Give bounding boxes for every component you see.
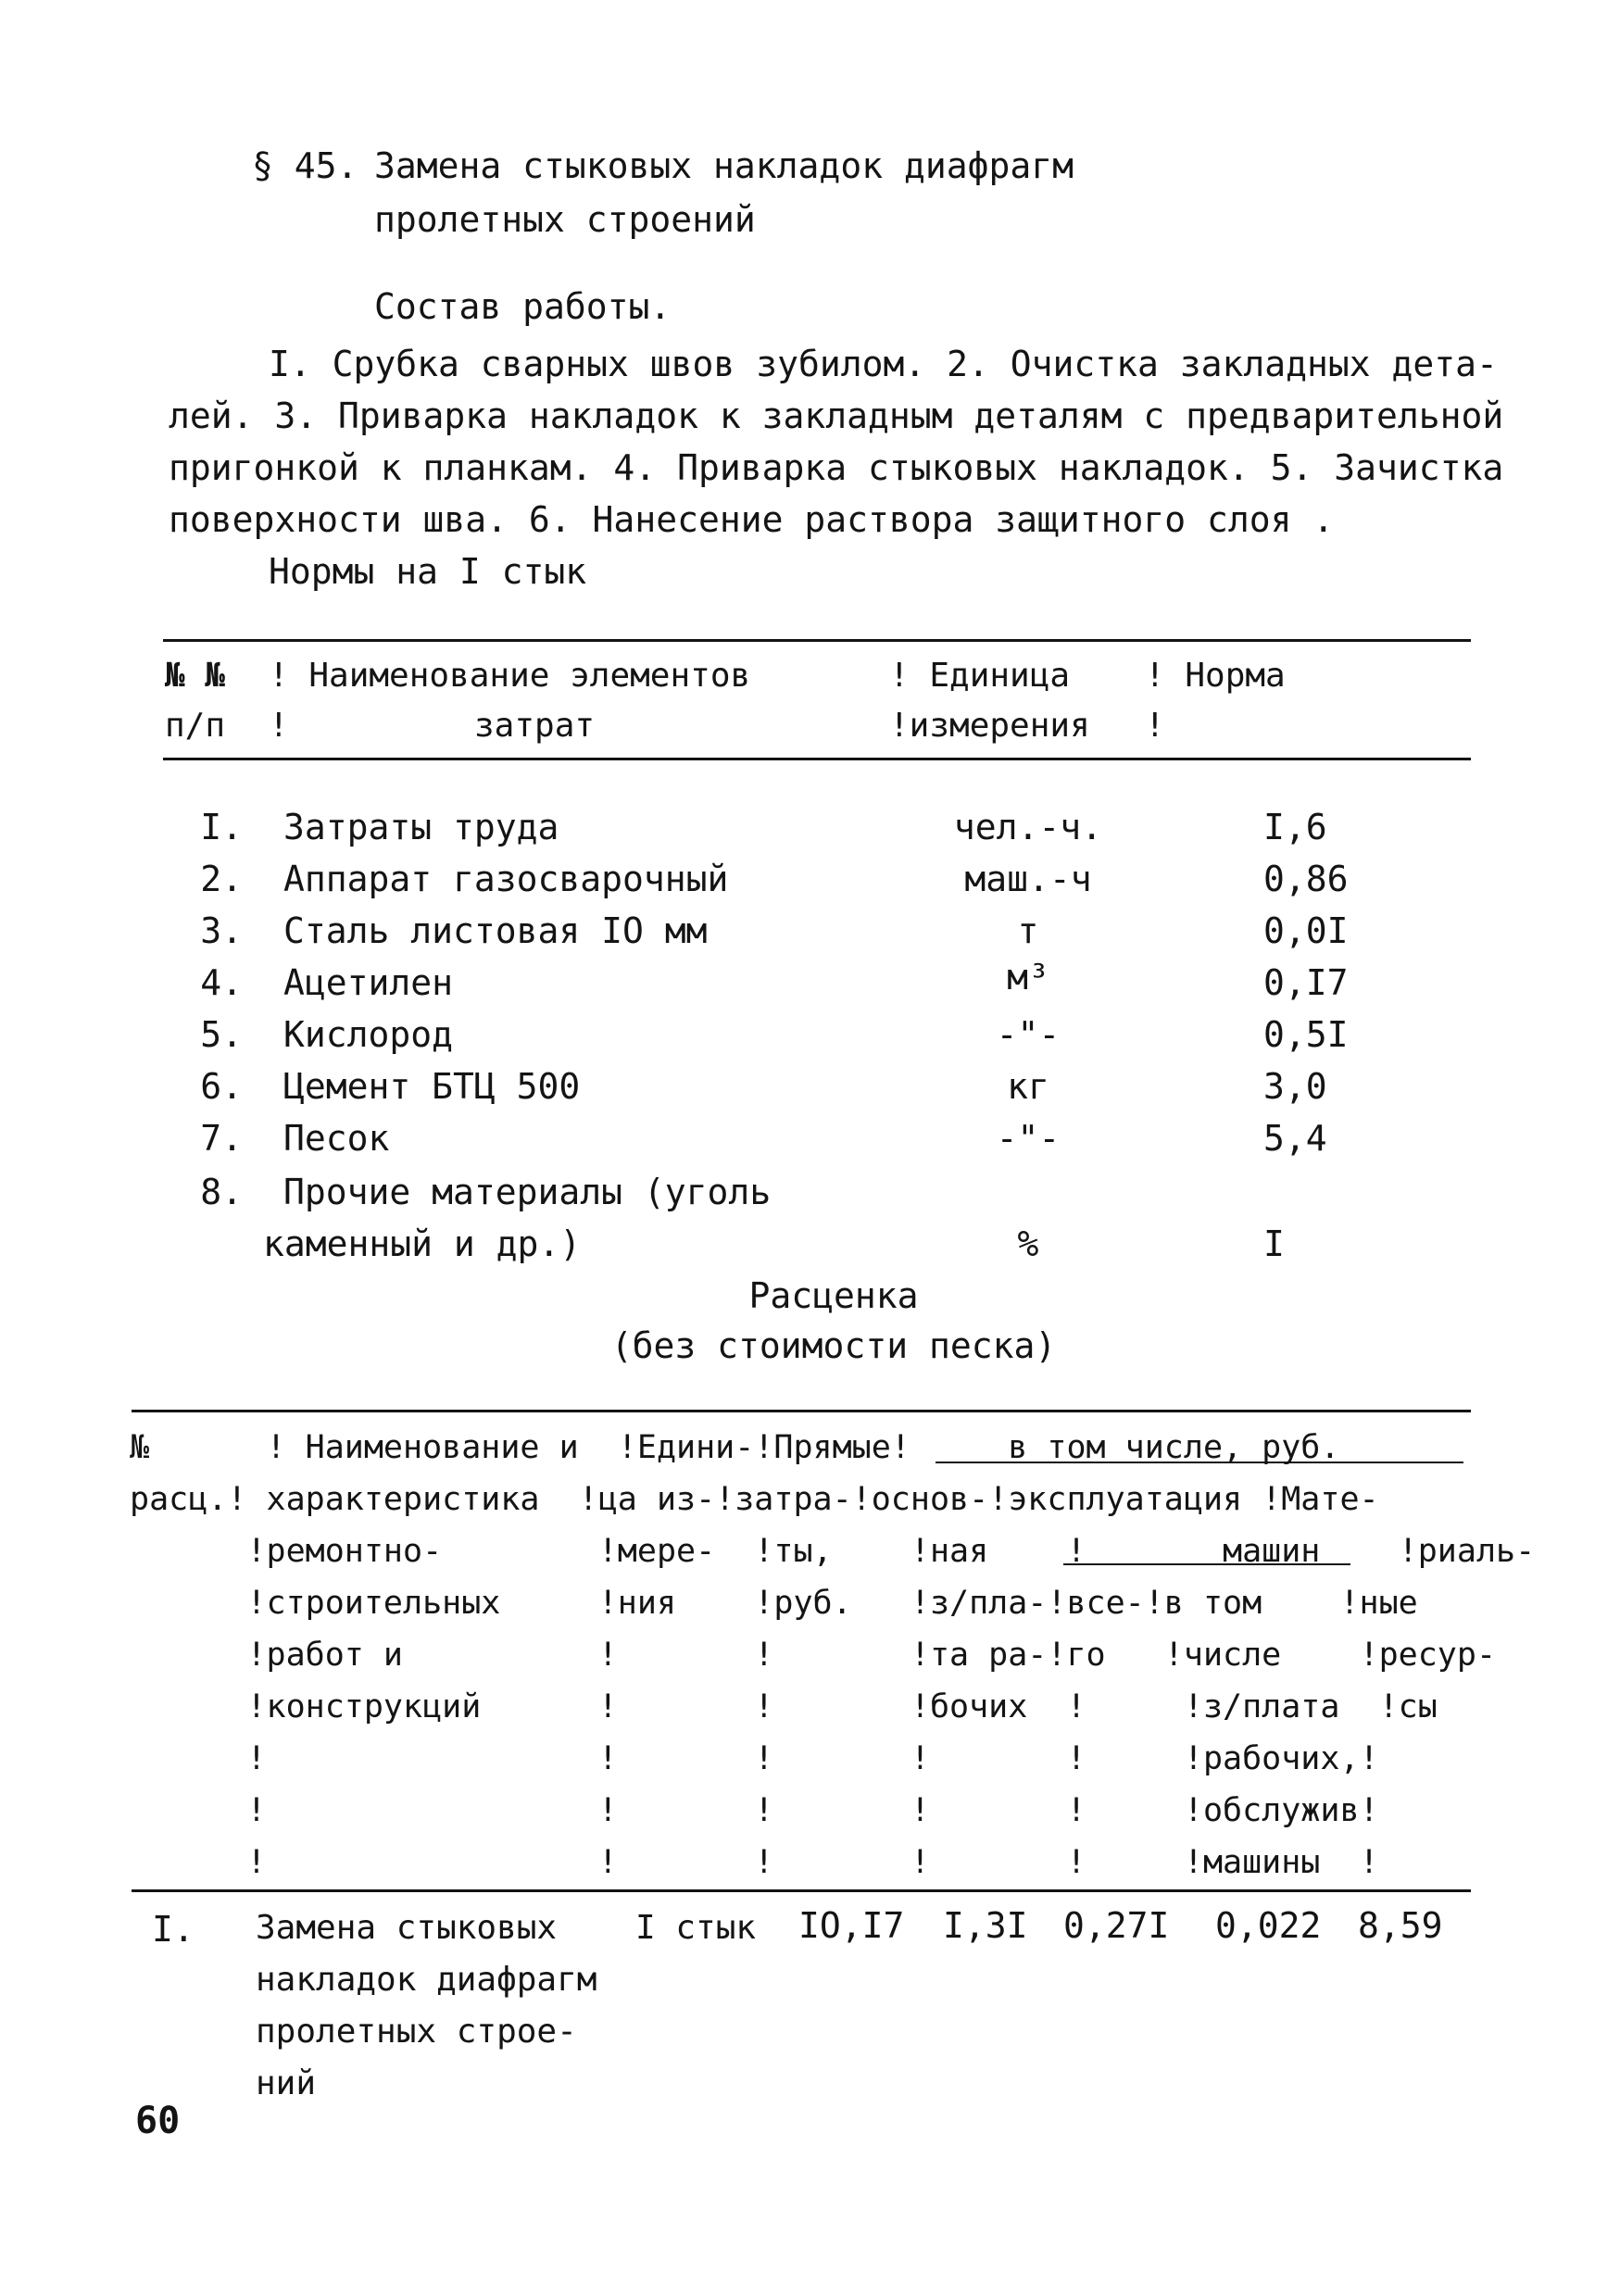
norms-row-unit: кг bbox=[1007, 1066, 1049, 1107]
price-header-line: № ! Наименование и !Едини-!Прямые! в том числе, руб. bbox=[130, 1429, 1340, 1466]
norms-row-name: Прочие материалы (уголь bbox=[283, 1172, 772, 1212]
price-header-line: !работ и ! ! !та ра-!го !числе !ресур- bbox=[130, 1637, 1497, 1674]
norms-header-name-2b: затрат bbox=[474, 707, 596, 745]
norms-row-num: 8. bbox=[200, 1172, 243, 1212]
work-line-1: I. Срубка сварных швов зубилом. 2. Очистка закладных дета- bbox=[269, 344, 1498, 384]
work-line-2: лей. 3. Приварка накладок к закладным деталям с предварительной bbox=[169, 395, 1504, 436]
price-header-line: расц.! характеристика !ца из-!затра-!основ-!эксплуатация !Мате- bbox=[130, 1481, 1379, 1518]
norms-header-norm-1: ! Норма bbox=[1145, 657, 1286, 695]
price-header-line: ! ! ! ! ! !обслужив! bbox=[130, 1792, 1379, 1829]
norms-row-num: 4. bbox=[200, 962, 243, 1003]
section-title-line1: Замена стыковых накладок диафрагм bbox=[374, 145, 1074, 186]
price-row-machine-wages: 0,022 bbox=[1215, 1905, 1322, 1946]
norms-row-name: Ацетилен bbox=[283, 962, 454, 1003]
price-row-name-2: накладок диафрагм bbox=[256, 1961, 597, 1999]
price-row-direct: IO,I7 bbox=[798, 1905, 905, 1946]
norms-row-name: Цемент БТЦ 500 bbox=[283, 1066, 581, 1107]
norms-row-norm: I bbox=[1263, 1223, 1285, 1264]
norms-row-num: 2. bbox=[200, 859, 243, 899]
norms-row-unit: -"- bbox=[996, 1118, 1061, 1159]
norms-row-unit: м³ bbox=[1007, 957, 1049, 997]
norms-row-num: 6. bbox=[200, 1066, 243, 1107]
norms-row-num: I. bbox=[200, 807, 243, 847]
price-row-name-1: Замена стыковых bbox=[256, 1909, 558, 1947]
norms-row-num: 5. bbox=[200, 1014, 243, 1055]
norms-caption: Нормы на I стык bbox=[269, 551, 587, 592]
norms-row-unit: т bbox=[1017, 910, 1039, 951]
norms-row-norm: 3,0 bbox=[1263, 1066, 1327, 1107]
norms-row-norm: I,6 bbox=[1263, 807, 1327, 847]
pricing-title: Расценка bbox=[748, 1275, 919, 1316]
price-row-wages: I,3I bbox=[943, 1905, 1028, 1946]
norms-table-top-rule bbox=[163, 639, 1471, 642]
norms-row-norm: 0,5I bbox=[1263, 1014, 1349, 1055]
price-row-name-3: пролетных строе- bbox=[256, 2013, 577, 2051]
norms-header-name-1: ! Наименование элементов bbox=[269, 657, 751, 695]
price-header-line: !конструкций ! ! !бочих ! !з/плата !сы bbox=[130, 1688, 1438, 1725]
norms-row-unit: -"- bbox=[996, 1014, 1061, 1055]
norms-header-unit-1: ! Единица bbox=[889, 657, 1071, 695]
norms-row-norm: 5,4 bbox=[1263, 1118, 1327, 1159]
price-table-header-rule bbox=[132, 1889, 1471, 1892]
norms-row-norm: 0,I7 bbox=[1263, 962, 1349, 1003]
work-line-3: пригонкой к планкам. 4. Приварка стыковых накладок. 5. Зачистка bbox=[169, 447, 1504, 488]
norms-row-unit: чел.-ч. bbox=[953, 807, 1103, 847]
norms-row-name-cont: каменный и др.) bbox=[263, 1223, 582, 1264]
norms-header-num-1: № № bbox=[165, 657, 226, 695]
price-header-line: !строительных !ния !руб. !з/пла-!все-!в том !ные bbox=[130, 1585, 1418, 1622]
norms-row-num: 3. bbox=[200, 910, 243, 951]
norms-header-norm-2: ! bbox=[1145, 707, 1165, 745]
norms-row-num: 7. bbox=[200, 1118, 243, 1159]
norms-row-norm: 0,86 bbox=[1263, 859, 1349, 899]
norms-row-unit: маш.-ч bbox=[964, 859, 1092, 899]
norms-header-num-2: п/п bbox=[165, 707, 226, 745]
price-header-line: ! ! ! ! ! !машины ! bbox=[130, 1844, 1379, 1881]
work-heading: Состав работы. bbox=[374, 286, 672, 327]
norms-row-norm: 0,0I bbox=[1263, 910, 1349, 951]
work-line-4: поверхности шва. 6. Нанесение раствора защитного слоя . bbox=[169, 499, 1335, 540]
price-row-name-4: ний bbox=[256, 2064, 317, 2102]
section-title-line2: пролетных строений bbox=[374, 199, 756, 240]
price-header-line: ! ! ! ! ! !рабочих,! bbox=[130, 1740, 1379, 1777]
price-row-machines: 0,27I bbox=[1063, 1905, 1170, 1946]
price-row-materials: 8,59 bbox=[1358, 1905, 1443, 1946]
price-table-top-rule bbox=[132, 1410, 1471, 1412]
norms-header-unit-2: !измерения bbox=[889, 707, 1090, 745]
section-number: § 45. bbox=[252, 145, 358, 186]
norms-row-unit: % bbox=[1017, 1223, 1039, 1264]
price-row-unit: I стык bbox=[635, 1909, 757, 1947]
norms-table-header-rule bbox=[163, 758, 1471, 760]
price-header-line: !ремонтно- !мере- !ты, !ная ! машин !риаль- bbox=[130, 1533, 1536, 1570]
norms-header-name-2: ! bbox=[269, 707, 289, 745]
pricing-subtitle: (без стоимости песка) bbox=[610, 1325, 1057, 1366]
norms-row-name: Сталь листовая IO мм bbox=[283, 910, 708, 951]
norms-row-name: Кислород bbox=[283, 1014, 454, 1055]
norms-row-name: Песок bbox=[283, 1118, 390, 1159]
page-number: 60 bbox=[135, 2100, 181, 2142]
price-row-num: I. bbox=[152, 1909, 195, 1950]
norms-row-name: Затраты труда bbox=[283, 807, 559, 847]
norms-row-name: Аппарат газосварочный bbox=[283, 859, 729, 899]
